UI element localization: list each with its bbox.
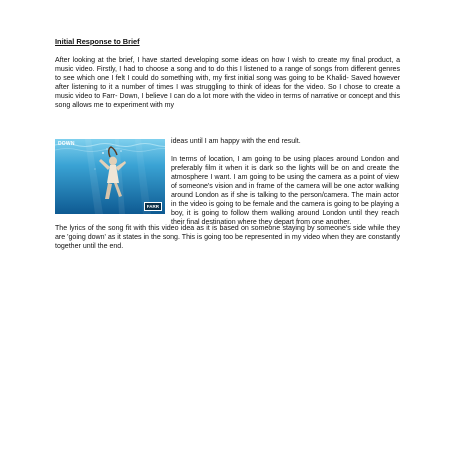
- paragraph-intro-tail: ideas until I am happy with the end result.: [171, 138, 301, 145]
- paragraph-intro: After looking at the brief, I have started developing some ideas on how I wish to create my final product, a music video. Firstly, I had to choose a song and to do this I listened to a range of songs from different genres to see which one I felt I could do something with, my first initial song was going to be Khalid- Saved however after listening to it a number of times I was struggling to think of ideas for the video. So I chose to create a music video to Farr- Down, I believe I can do a lot more with the video in terms of narrative or concept and this song allows me to experiment with my: [55, 57, 400, 109]
- album-title-text: DOWN: [58, 141, 75, 147]
- album-artist-logo: FARR: [144, 202, 162, 211]
- paragraph-location: In terms of location, I am going to be using places around London and preferably film it when it is dark so the lights will be on and create the atmosphere I want. I am going to be using the camera as a point of view of someone's vision and in frame of the camera will be one actor walking around London as if she is talking to the person/camera. The main actor in the video is going to be female and the camera is going to be playing a boy, it is going to follow them walking around London until they reach their final destination where they depart from one another.: [171, 156, 399, 226]
- paragraph-lyrics: The lyrics of the song fit with this video idea as it is based on someone staying by someone's side while they are 'going down' as it states in the song. This is going too be represented in my video when they are constantly together until the end.: [55, 225, 400, 250]
- document-heading: Initial Response to Brief: [55, 37, 140, 46]
- album-cover-image: [55, 139, 165, 214]
